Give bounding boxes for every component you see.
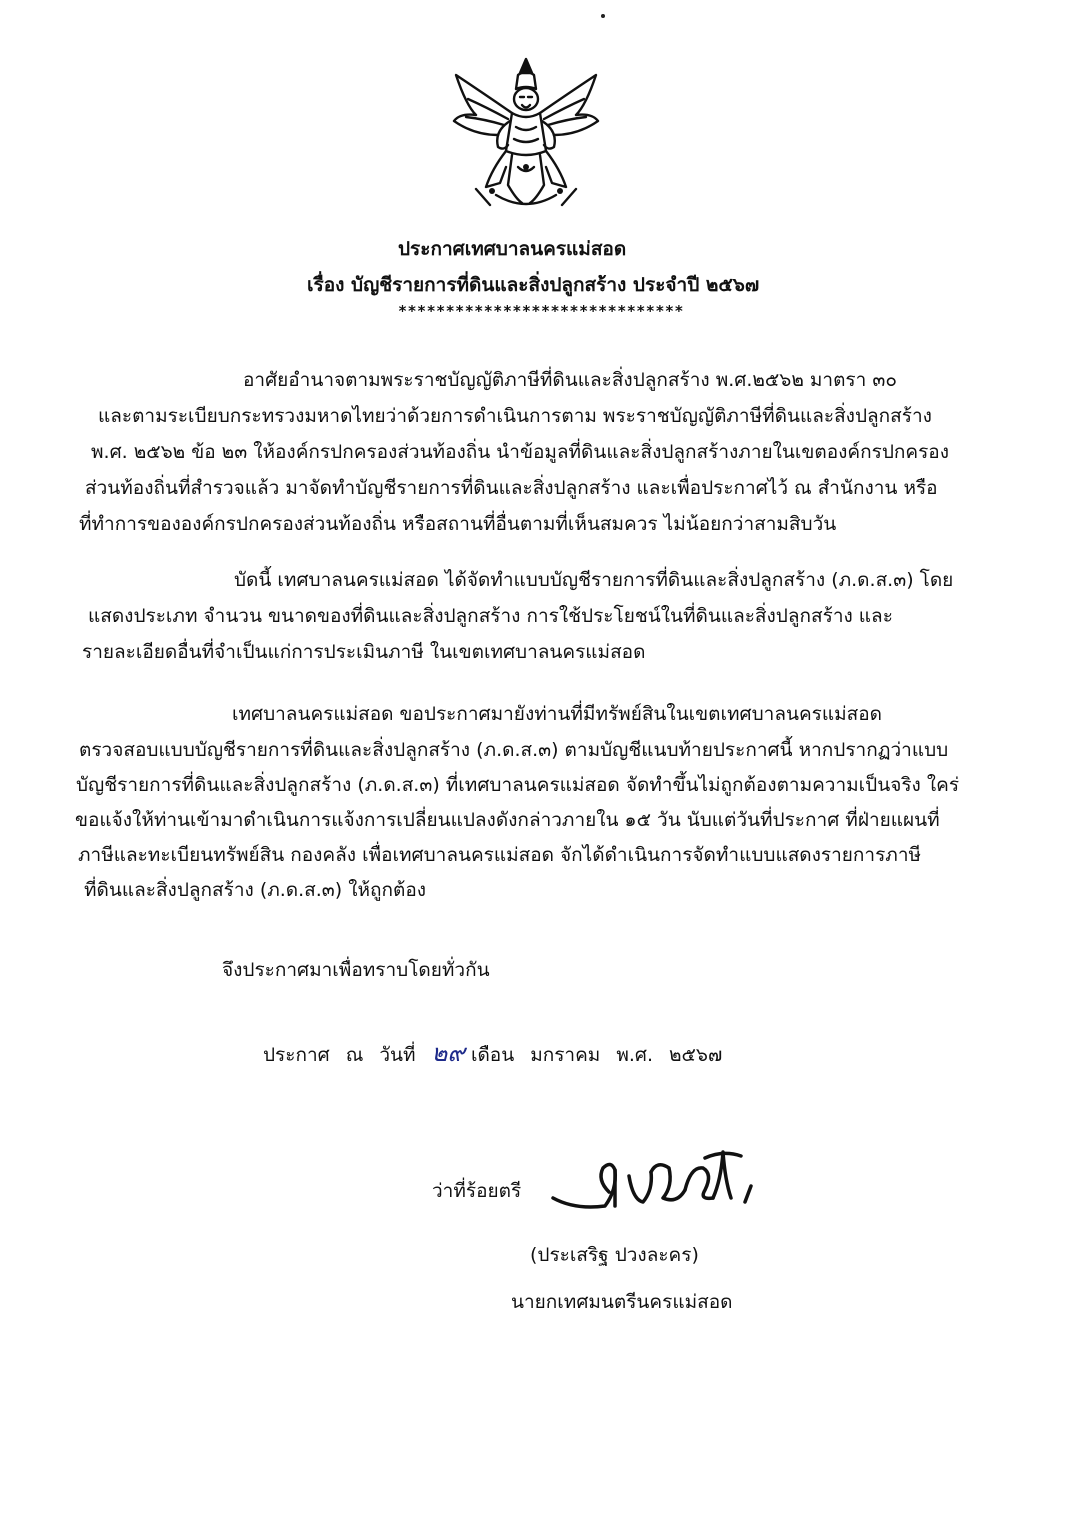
announcement-subject: เรื่อง บัญชีรายการที่ดินและสิ่งปลูกสร้าง ประจำปี ๒๕๖๗ [307,274,760,296]
para2-line: บัดนี้ เทศบาลนครแม่สอด ได้จัดทำแบบบัญชีรายการที่ดินและสิ่งปลูกสร้าง (ภ.ด.ส.๓) โดย [234,569,954,591]
signatory-name: (ประเสริฐ ปวงละคร) [530,1244,699,1266]
announcement-title: ประกาศเทศบาลนครแม่สอด [398,238,627,260]
handwritten-signature [545,1140,775,1220]
para1-line: และตามระเบียบกระทรวงมหาดไทยว่าด้วยการดำเนินการตาม พระราชบัญญัติภาษีที่ดินและสิ่งปลูกสร้าง [98,405,932,427]
dateline-era: พ.ศ. [616,1044,653,1066]
dateline-at: ณ [345,1044,364,1066]
para1-line: ที่ทำการขององค์กรปกครองส่วนท้องถิ่น หรือสถานที่อื่นตามที่เห็นสมควร ไม่น้อยกว่าสามสิบวัน [79,513,837,535]
dateline-day-label: วันที่ [379,1044,416,1066]
garuda-emblem-icon [446,55,606,215]
closing-statement: จึงประกาศมาเพื่อทราบโดยทั่วกัน [222,959,490,981]
title-separator: ****************************** [398,302,684,320]
para1-line: อาศัยอำนาจตามพระราชบัญญัติภาษีที่ดินและสิ่งปลูกสร้าง พ.ศ.๒๕๖๒ มาตรา ๓๐ [243,369,897,391]
dateline [263,1033,738,1072]
para1-line: ส่วนท้องถิ่นที่สำรวจแล้ว มาจัดทำบัญชีรายการที่ดินและสิ่งปลูกสร้าง และเพื่อประกาศไว้ ณ สำนักงาน หรือ [85,477,938,499]
para2-line: รายละเอียดอื่นที่จำเป็นแก่การประเมินภาษี ในเขตเทศบาลนครแม่สอด [82,641,646,663]
para3-line: บัญชีรายการที่ดินและสิ่งปลูกสร้าง (ภ.ด.ส.๓) ที่เทศบาลนครแม่สอด จัดทำขึ้นไม่ถูกต้องตามความเป็นจริง ใคร่ [76,774,960,796]
dateline-year: ๒๕๖๗ [669,1044,723,1066]
para3-line: เทศบาลนครแม่สอด ขอประกาศมายังท่านที่มีทรัพย์สินในเขตเทศบาลนครแม่สอด [232,703,882,725]
scan-speck [601,14,605,18]
para3-line: ที่ดินและสิ่งปลูกสร้าง (ภ.ด.ส.๓) ให้ถูกต้อง [84,879,427,901]
signatory-rank: ว่าที่ร้อยตรี [432,1180,522,1202]
para1-line: พ.ศ. ๒๕๖๒ ข้อ ๒๓ ให้องค์กรปกครองส่วนท้องถิ่น นำข้อมูลที่ดินและสิ่งปลูกสร้างภายในเขตองค์กรปกครอง [91,441,949,463]
para3-line: ตรวจสอบแบบบัญชีรายการที่ดินและสิ่งปลูกสร้าง (ภ.ด.ส.๓) ตามบัญชีแนบท้ายประกาศนี้ หากปรากฏว่าแบบ [79,739,949,761]
dateline-prefix: ประกาศ [263,1044,330,1066]
dateline-month-label: เดือน [470,1044,515,1066]
dateline-day: ๒๙ [431,1039,465,1067]
signatory-position: นายกเทศมนตรีนครแม่สอด [511,1291,733,1313]
dateline-month: มกราคม [530,1044,601,1066]
para3-line: ภาษีและทะเบียนทรัพย์สิน กองคลัง เพื่อเทศบาลนครแม่สอด จักได้ดำเนินการจัดทำแบบแสดงรายการภาษี [78,844,922,866]
para2-line: แสดงประเภท จำนวน ขนาดของที่ดินและสิ่งปลูกสร้าง การใช้ประโยชน์ในที่ดินและสิ่งปลูกสร้าง และ [88,605,893,627]
para3-line: ขอแจ้งให้ท่านเข้ามาดำเนินการแจ้งการเปลี่ยนแปลงดังกล่าวภายใน ๑๕ วัน นับแต่วันที่ประกาศ ที่ฝ่ายแผนที่ [75,809,940,831]
